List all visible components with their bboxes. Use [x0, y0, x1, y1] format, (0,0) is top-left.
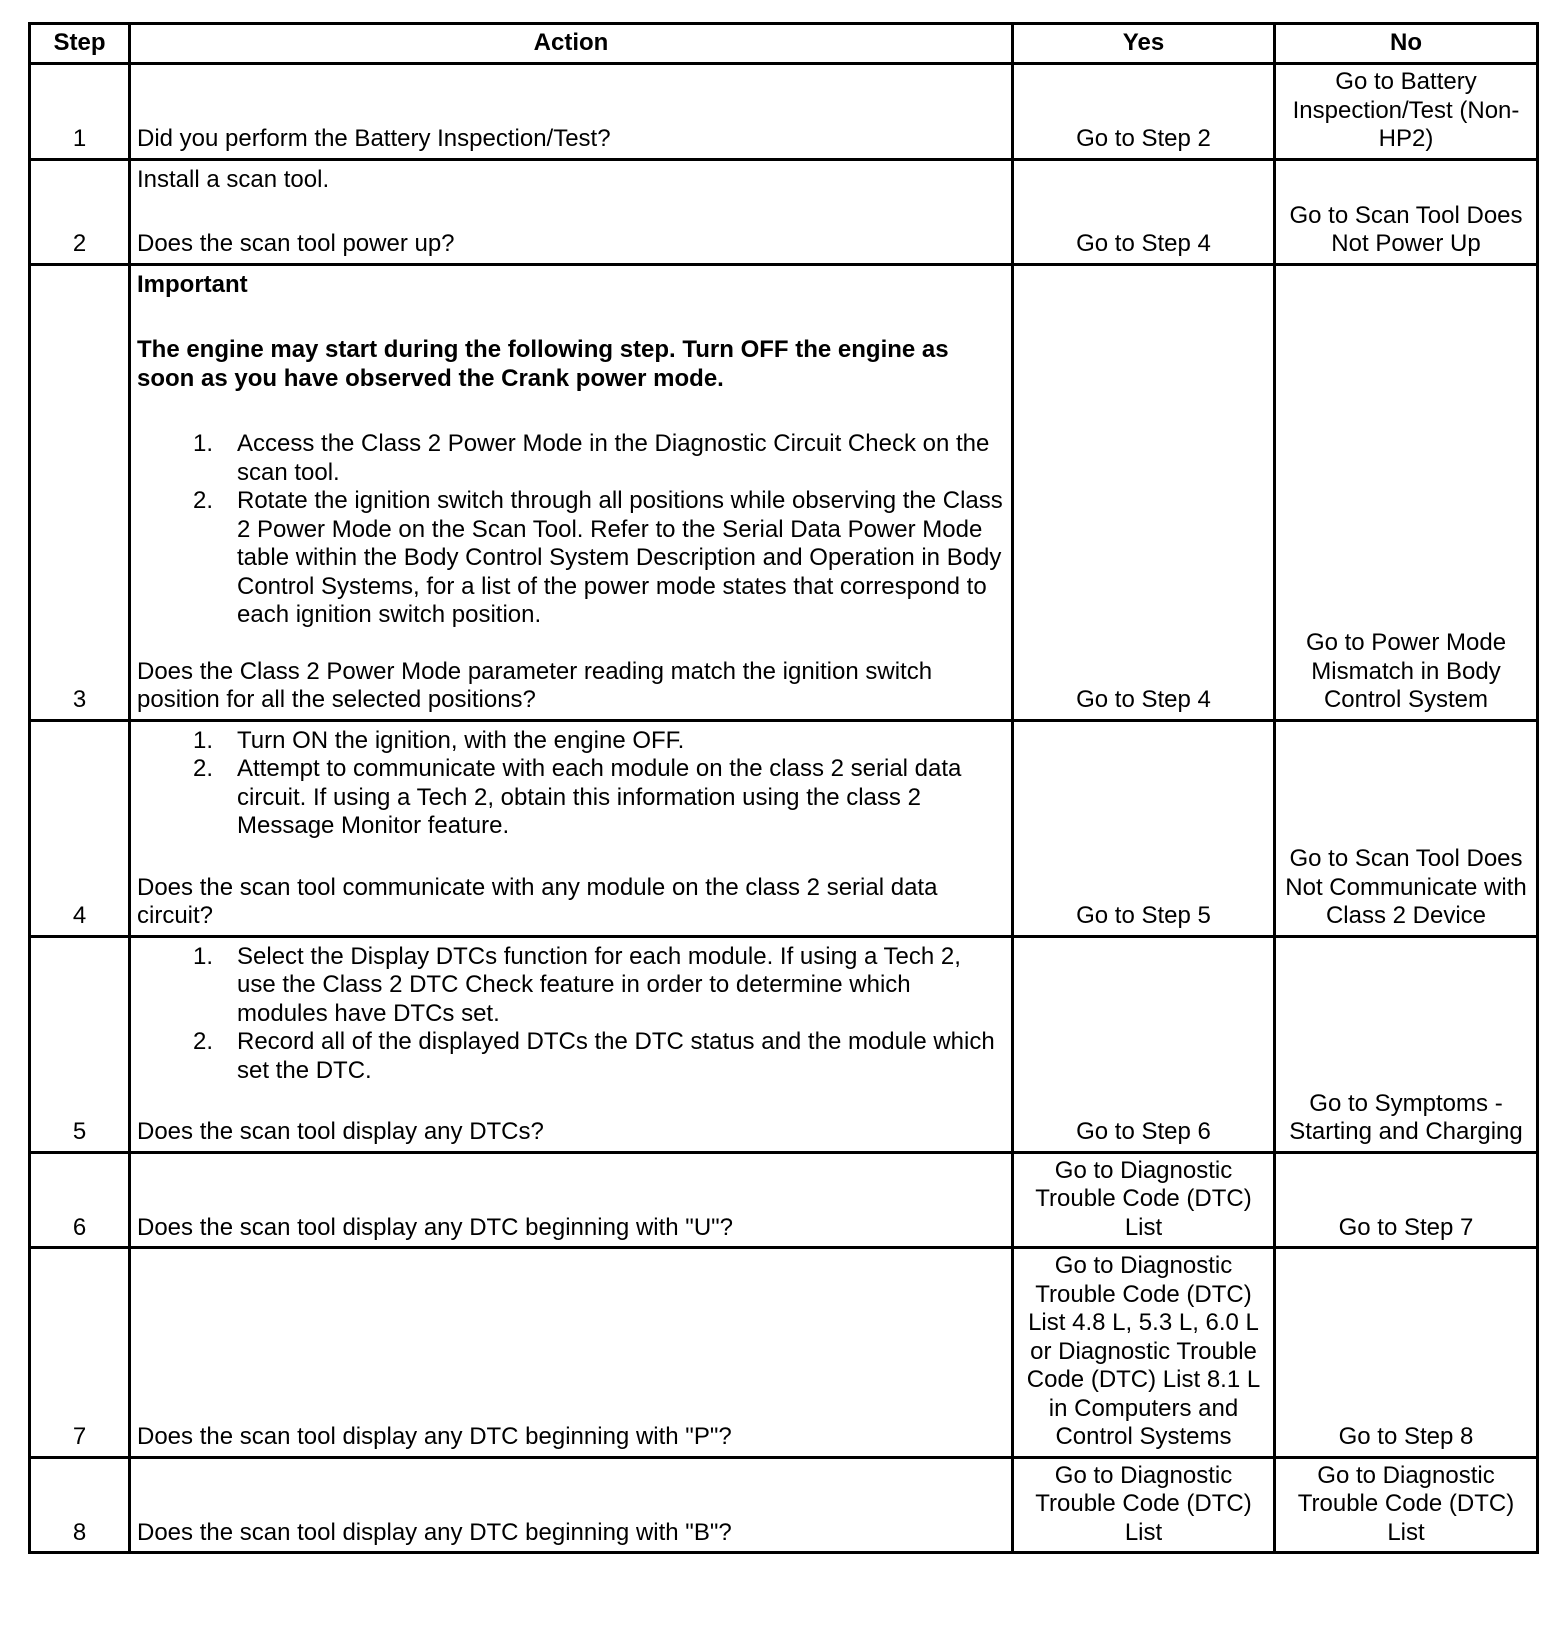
important-text: The engine may start during the following step. Turn OFF the engine as soon as you have observed the Crank power mode. [137, 336, 949, 392]
header-yes: Yes [1013, 24, 1275, 64]
list-item [137, 430, 1005, 487]
table-row [30, 936, 1538, 1152]
table-row [30, 64, 1538, 160]
header-no: No [1275, 24, 1538, 64]
important-label: Important [137, 270, 248, 298]
yes-cell: Go to Step 4 [1013, 159, 1275, 264]
diagnostic-table [28, 22, 1539, 1554]
table-row [30, 264, 1538, 720]
action-question: Does the Class 2 Power Mode parameter reading match the ignition switch position for all the selected positions? [137, 657, 933, 713]
no-cell: Go to Scan Tool Does Not Communicate with Class 2 Device [1275, 720, 1538, 936]
list-item [137, 943, 1005, 1029]
action-cell [130, 264, 1013, 720]
action-cell [130, 720, 1013, 936]
list-item-number: 1. [192, 726, 213, 754]
list-item-text: Record all of the displayed DTCs the DTC status and the module which set the DTC. [237, 1028, 995, 1084]
action-text: Does the scan tool display any DTC beginning with "U"? [137, 1213, 734, 1241]
action-cell [130, 1457, 1013, 1553]
yes-cell: Go to Step 2 [1013, 64, 1275, 160]
table-row [30, 1248, 1538, 1458]
yes-cell: Go to Diagnostic Trouble Code (DTC) List [1013, 1152, 1275, 1248]
action-cell [130, 159, 1013, 264]
list-item-text: Access the Class 2 Power Mode in the Diagnostic Circuit Check on the scan tool. [237, 430, 990, 486]
list-item-text: Attempt to communicate with each module on the class 2 serial data circuit. If using a Tech 2, obtain this information using the class 2 Message Monitor feature. [237, 755, 962, 839]
table-row [30, 1457, 1538, 1553]
step-number: 6 [30, 1152, 130, 1248]
procedure-list [137, 727, 1005, 841]
procedure-list [137, 943, 1005, 1086]
header-action: Action [130, 24, 1013, 64]
step-number: 4 [30, 720, 130, 936]
step-number: 3 [30, 264, 130, 720]
no-cell: Go to Diagnostic Trouble Code (DTC) List [1275, 1457, 1538, 1553]
action-text: Does the scan tool display any DTC beginning with "B"? [137, 1518, 732, 1546]
step-number: 5 [30, 936, 130, 1152]
header-row [30, 24, 1538, 64]
list-item [137, 1028, 1005, 1085]
no-cell: Go to Step 8 [1275, 1248, 1538, 1458]
step-number: 2 [30, 159, 130, 264]
action-cell [130, 936, 1013, 1152]
step-number: 7 [30, 1248, 130, 1458]
yes-cell: Go to Diagnostic Trouble Code (DTC) List [1013, 1457, 1275, 1553]
list-item-text: Rotate the ignition switch through all positions while observing the Class 2 Power Mode on the Scan Tool. Refer to the Serial Data Power Mode table within the Body Control System Description and Operation in Body Control Systems, for a list of the power mode states that correspond to each ignition switch position. [237, 487, 1003, 628]
list-item [137, 487, 1005, 630]
no-cell: Go to Battery Inspection/Test (Non-HP2) [1275, 64, 1538, 160]
list-item-number: 1. [192, 430, 213, 457]
no-cell: Go to Symptoms - Starting and Charging [1275, 936, 1538, 1152]
table-row [30, 720, 1538, 936]
action-text: Does the scan tool display any DTC beginning with "P"? [137, 1423, 732, 1450]
action-question: Does the scan tool display any DTCs? [137, 1118, 544, 1145]
no-cell: Go to Power Mode Mismatch in Body Control System [1275, 264, 1538, 720]
yes-cell: Go to Step 5 [1013, 720, 1275, 936]
list-item-number: 2. [192, 487, 213, 514]
action-cell [130, 1152, 1013, 1248]
table-row [30, 159, 1538, 264]
action-question: Does the scan tool communicate with any module on the class 2 serial data circuit? [137, 873, 938, 929]
action-question: Does the scan tool power up? [137, 230, 455, 257]
table-row [30, 1152, 1538, 1248]
action-text: Did you perform the Battery Inspection/Test? [137, 125, 611, 152]
header-step: Step [30, 24, 130, 64]
step-number: 8 [30, 1457, 130, 1553]
procedure-list [137, 430, 1005, 630]
step-number: 1 [30, 64, 130, 160]
yes-cell: Go to Step 6 [1013, 936, 1275, 1152]
list-item [137, 755, 1005, 841]
list-item-text: Select the Display DTCs function for each module. If using a Tech 2, use the Class 2 DTC Check feature in order to determine which modules have DTCs set. [237, 942, 961, 1027]
action-cell [130, 64, 1013, 160]
list-item-number: 2. [192, 1028, 213, 1055]
no-cell: Go to Scan Tool Does Not Power Up [1275, 159, 1538, 264]
list-item-text: Turn ON the ignition, with the engine OFF. [237, 726, 685, 754]
yes-cell: Go to Diagnostic Trouble Code (DTC) List 4.8 L, 5.3 L, 6.0 L or Diagnostic Trouble Code (DTC) List 8.1 L in Computers and Control Systems [1013, 1248, 1275, 1458]
list-item-number: 2. [192, 755, 213, 782]
yes-cell: Go to Step 4 [1013, 264, 1275, 720]
list-item [137, 727, 1005, 756]
list-item-number: 1. [192, 942, 213, 970]
action-text: Install a scan tool. [137, 165, 330, 193]
no-cell: Go to Step 7 [1275, 1152, 1538, 1248]
action-cell [130, 1248, 1013, 1458]
